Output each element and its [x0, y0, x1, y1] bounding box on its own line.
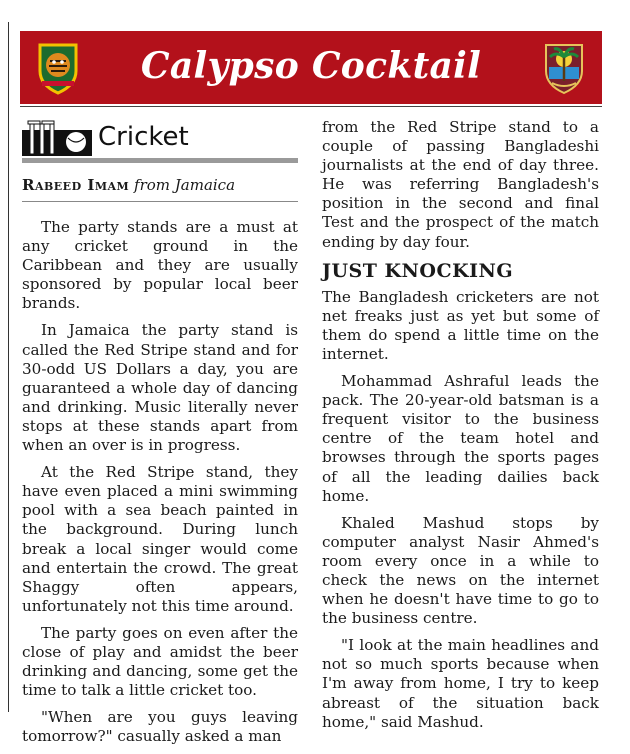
article-paragraph: The party goes on even after the close of play and amidst the beer drinking and dancing, some get the time to talk a little cricket too.	[22, 623, 298, 700]
article-column-right	[322, 118, 599, 740]
banner-title: Calypso Cocktail	[140, 45, 482, 87]
article-subhead: JUST KNOCKING	[322, 259, 514, 282]
article-column-left	[22, 118, 298, 754]
section-label: Cricket	[98, 122, 189, 152]
section-rule	[22, 158, 298, 163]
stumps-and-ball-icon	[22, 120, 94, 156]
byline	[22, 175, 298, 202]
headline-banner	[20, 31, 602, 104]
banner-underline	[20, 106, 602, 107]
author-name: Rabeed Imam	[22, 176, 130, 194]
article-paragraph: At the Red Stripe stand, they have even placed a mini swimming pool with a sea beach painted in the background. During lunch break a local singer would come and entertain the crowd. The great Shaggy often appears, unfortunately not this time around.	[22, 463, 298, 615]
article-paragraph-continued: from the Red Stripe stand to a couple of passing Bangladeshi journalists at the end of day three. He was referring Bangladesh's position in the second and final Test and the prospect of the match ending by day four.	[322, 118, 599, 251]
page-border	[8, 22, 9, 712]
article-paragraph: "I look at the main headlines and not so much sports because when I'm away from home, I try to keep abreast of the situation back home," said Mashud.	[322, 636, 599, 731]
article-paragraph: The Bangladesh cricketers are not net freaks just as yet but some of them do spend a little time on the internet.	[322, 287, 599, 363]
article-paragraph: In Jamaica the party stand is called the Red Stripe stand and for 30-odd US Dollars a day, you are guaranteed a whole day of dancing and drinking. Music literally never stops at these stands apart from when an over is in progress.	[22, 321, 298, 455]
article-paragraph: Mohammad Ashraful leads the pack. The 20-year-old batsman is a frequent visitor to the business centre of the team hotel and browses through the sports pages of all the leading dailies back home.	[322, 372, 599, 505]
article-paragraph: "When are you guys leaving tomorrow?" casually asked a man	[22, 708, 298, 746]
article-paragraph: Khaled Mashud stops by computer analyst Nasir Ahmed's room every once in a while to check the news on the internet when he doesn't have time to go to the business centre.	[322, 513, 599, 628]
author-location: from Jamaica	[134, 176, 236, 194]
article-paragraph: The party stands are a must at any cricket ground in the Caribbean and they are usually sponsored by popular local beer brands.	[22, 218, 298, 313]
section-kicker	[22, 118, 298, 158]
west-indies-palm-crest-icon	[534, 37, 594, 97]
